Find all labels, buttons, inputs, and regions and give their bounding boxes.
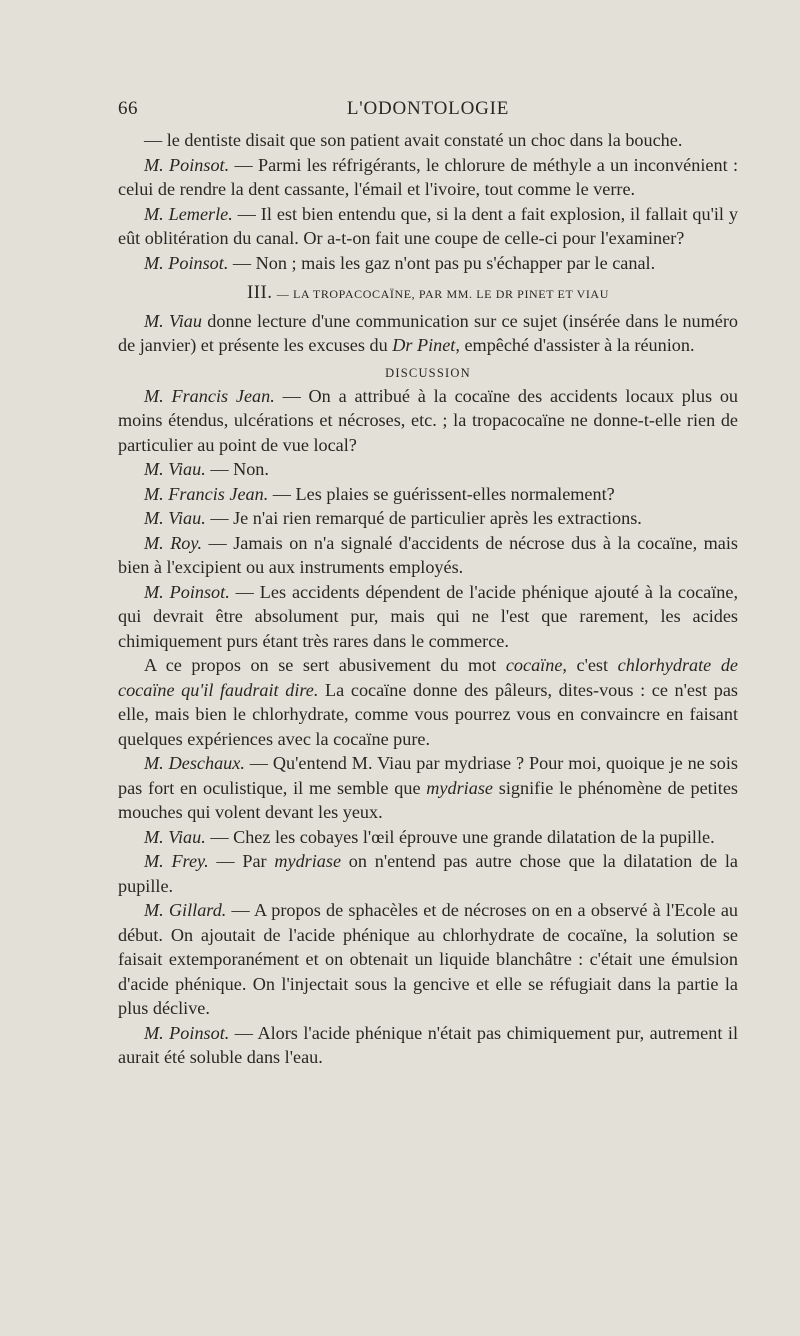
paragraph: [118, 898, 738, 1021]
page-number: 66: [118, 98, 138, 119]
paragraph-text: A ce propos on se sert abusivement du mot: [144, 655, 506, 675]
paragraph-text: — Alors l'acide phénique n'était pas chimiquement pur, autrement il aurait été soluble dans l'eau.: [118, 1022, 738, 1067]
speaker: M. Frey.: [144, 851, 209, 871]
speaker: M. Gillard.: [144, 900, 227, 920]
paragraph-text: signifie le phénomène de petites mouches qui volent devant les yeux.: [118, 777, 738, 822]
paragraph-text: , c'est: [562, 655, 618, 675]
section-heading: [118, 281, 738, 307]
speaker: M. Lemerle.: [144, 203, 233, 224]
paragraph: [118, 751, 738, 825]
paragraph-text: — Par: [208, 851, 275, 871]
paragraph: [118, 653, 738, 751]
speaker: M. Viau.: [144, 459, 206, 479]
body-text: [118, 128, 738, 1070]
paragraph: [118, 457, 738, 482]
discussion-heading: DISCUSSION: [385, 365, 471, 380]
paragraph-text: — A propos de sphacèles et de nécroses on en a observé à l'Ecole au début. On ajoutait de l'acide phénique au chlorhydrate de cocaïne, la solution se faisait extemporanément et on obtenait un liquide blanchâtre : c'était une émulsion d'acide phénique. On l'injectait sous la gencive et elle se réfugiait dans la partie la plus déclive.: [118, 900, 738, 1018]
page-header: [118, 98, 738, 120]
paragraph-text: — Je n'ai rien remarqué de particulier après les extractions.: [205, 508, 642, 528]
paragraph-text: on n'entend pas autre chose que la dilatation de la pupille.: [118, 851, 738, 896]
paragraph-text: donne lecture d'une communication sur ce sujet (insérée dans le numéro de janvier) et présente les excuses du: [118, 310, 738, 355]
doctor-name: Dr Pinet,: [392, 335, 460, 355]
paragraph-text: — Non ; mais les gaz n'ont pas pu s'échapper par le canal.: [228, 252, 656, 273]
paragraph-text: — Qu'entend M. Viau par mydriase ? Pour moi, quoique je ne sois pas fort en oculistique, il me semble que: [118, 753, 738, 798]
paragraph-text: — Non.: [205, 459, 269, 479]
section-number: III.: [247, 282, 273, 303]
paragraph: [118, 506, 738, 531]
emphasis: chlorhydrate de cocaïne qu'il faudrait dire.: [118, 655, 738, 700]
paragraph: [118, 384, 738, 458]
paragraph-text: — Les accidents dépendent de l'acide phénique ajouté à la cocaïne, qui devrait être absolument pur, mais qui ne l'est que rarement, les acides chimiquement purs étant très rares dans le commerce.: [118, 581, 738, 651]
speaker: M. Viau.: [144, 826, 206, 847]
paragraph: [118, 128, 738, 153]
speaker: M. Deschaux.: [144, 753, 245, 773]
paragraph-text: — Il est bien entendu que, si la dent a fait explosion, il fallait qu'il y eût oblitération du canal. Or a-t-on fait une coupe de celle-ci pour l'examiner?: [118, 203, 738, 248]
paragraph-text: — Chez les cobayes l'œil éprouve une grande dilatation de la pupille.: [205, 826, 715, 847]
paragraph: [118, 251, 738, 276]
paragraph: [118, 849, 738, 898]
paragraph: [118, 531, 738, 580]
speaker: M. Poinsot.: [144, 1022, 230, 1043]
emphasis: cocaïne: [505, 655, 563, 675]
paragraph-text: — Les plaies se guérissent-elles normalement?: [268, 483, 615, 504]
paragraph: [118, 580, 738, 654]
paragraph: [118, 202, 738, 251]
paragraph: [118, 1021, 738, 1070]
emphasis: mydriase: [426, 777, 493, 798]
paragraph-text: — Parmi les réfrigérants, le chlorure de méthyle a un inconvénient : celui de rendre la dent cassante, l'émail et l'ivoire, tout comme le verre.: [118, 154, 738, 199]
paragraph-text: La cocaïne donne des pâleurs, dites-vous : ce n'est pas elle, mais bien le chlorhydrate, comme vous pourrez vous en convaincre en faisant quelques expériences avec la cocaïne pure.: [118, 679, 738, 749]
speaker: M. Viau.: [144, 508, 206, 528]
speaker: M. Francis Jean.: [144, 483, 269, 504]
speaker: M. Poinsot.: [144, 252, 229, 273]
paragraph: [118, 309, 738, 358]
speaker: M. Poinsot.: [144, 154, 230, 175]
speaker: M. Roy.: [144, 532, 203, 553]
paragraph-text: — le dentiste disait que son patient avait constaté un choc dans la bouche.: [144, 130, 683, 150]
paragraph: [118, 482, 738, 507]
paragraph: [118, 153, 738, 202]
speaker: M. Francis Jean.: [144, 385, 275, 406]
speaker: M. Viau: [144, 310, 202, 331]
speaker: M. Poinsot.: [144, 581, 230, 602]
running-title: L'ODONTOLOGIE: [346, 98, 510, 119]
emphasis: mydriase: [274, 851, 342, 871]
paragraph: [118, 825, 738, 850]
paragraph-text: — On a attribué à la cocaïne des accidents locaux plus ou moins étendus, ulcérations et nécroses, etc. ; la tropacocaïne ne donne-t-elle rien de particulier au point de vue local?: [118, 385, 739, 455]
paragraph-text: — Jamais on n'a signalé d'accidents de nécrose dus à la cocaïne, mais bien à l'excipient ou aux instruments employés.: [118, 532, 738, 577]
paragraph-text: empêché d'assister à la réunion.: [459, 335, 695, 355]
section-title: — LA TROPACOCAÏNE, PAR MM. LE DR PINET ET VIAU: [276, 287, 609, 301]
